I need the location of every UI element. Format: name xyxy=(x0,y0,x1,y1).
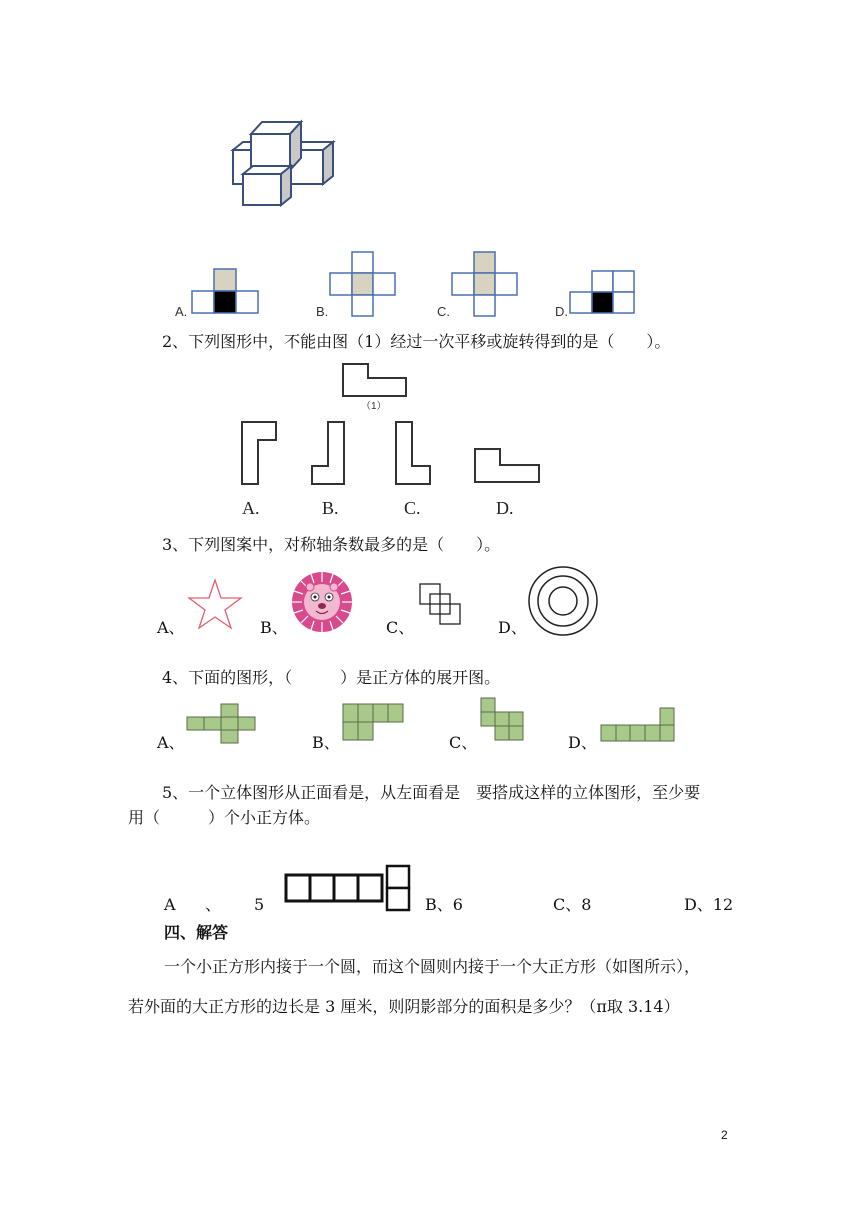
cube-stack-figure xyxy=(225,112,340,212)
q5-option-a-value: 5 xyxy=(254,895,265,914)
problem-line2: 若外面的大正方形的边长是 3 厘米，则阴影部分的面积是多少？（π取 3.14） xyxy=(128,997,680,1016)
q2-reference-shape xyxy=(340,362,410,402)
q5-question-line1: 5、一个立体图形从正面看是，从左面看是 要搭成这样的立体图形，至少要 xyxy=(162,783,701,802)
q4-option-c[interactable]: C、 xyxy=(449,733,478,752)
q2-question: 2、下列图形中，不能由图（1）经过一次平移或旋转得到的是（ ）。 xyxy=(162,332,671,351)
q2-option-d[interactable]: D. xyxy=(496,498,514,518)
q2-shape-d xyxy=(473,447,543,487)
q3-option-a[interactable]: A、 xyxy=(157,618,185,637)
overlapping-squares-icon xyxy=(418,582,468,632)
q1-option-a[interactable]: A. xyxy=(175,304,188,319)
q2-option-b[interactable]: B. xyxy=(322,498,339,518)
q4-question: 4、下面的图形，（ ）是正方体的展开图。 xyxy=(162,668,501,687)
section-heading: 四、解答 xyxy=(164,923,229,942)
q5-option-a-letter[interactable]: A xyxy=(164,895,176,914)
left-view-figure xyxy=(385,864,411,914)
q1-option-c[interactable]: C. xyxy=(437,304,450,319)
q5-option-c[interactable]: C、8 xyxy=(553,895,592,914)
q4-option-b[interactable]: B、 xyxy=(312,733,340,752)
front-view-figure xyxy=(284,872,386,906)
q2-shape-a xyxy=(240,420,280,490)
q3-option-c[interactable]: C、 xyxy=(386,618,415,637)
q4-option-d[interactable]: D、 xyxy=(568,733,597,752)
q2-option-a[interactable]: A. xyxy=(242,498,260,518)
q1-net-d xyxy=(570,271,640,321)
q2-option-c[interactable]: C. xyxy=(404,498,421,518)
q1-option-d[interactable]: D. xyxy=(555,304,568,319)
q4-net-c xyxy=(480,697,528,745)
problem-line1: 一个小正方形内接于一个圆，而这个圆则内接于一个大正方形（如图所示）， xyxy=(164,957,701,976)
q1-net-a xyxy=(192,268,262,318)
concentric-circles-icon xyxy=(527,565,599,637)
star-icon xyxy=(186,578,244,630)
q3-option-d[interactable]: D、 xyxy=(498,618,527,637)
q3-option-b[interactable]: B、 xyxy=(260,618,288,637)
q2-shape-c xyxy=(394,420,434,490)
q2-figure-caption: （1） xyxy=(361,401,387,412)
lion-face-icon xyxy=(290,570,354,634)
q5-option-a-sep: 、 xyxy=(205,895,222,914)
page-number: 2 xyxy=(721,1128,728,1142)
q4-net-d xyxy=(600,707,680,745)
q1-net-c xyxy=(452,252,522,322)
q5-question-line2: 用（ ）个小正方体。 xyxy=(128,808,321,827)
q5-option-b[interactable]: B、6 xyxy=(425,895,463,914)
q1-net-b xyxy=(330,252,400,322)
q5-option-d[interactable]: D、12 xyxy=(684,895,734,914)
q4-net-b xyxy=(342,703,406,743)
q3-question: 3、下列图案中，对称轴条数最多的是（ ）。 xyxy=(162,535,501,554)
q4-net-a xyxy=(187,703,259,745)
q2-shape-b xyxy=(310,420,350,490)
q1-option-b[interactable]: B. xyxy=(316,304,329,319)
q4-option-a[interactable]: A、 xyxy=(157,733,185,752)
